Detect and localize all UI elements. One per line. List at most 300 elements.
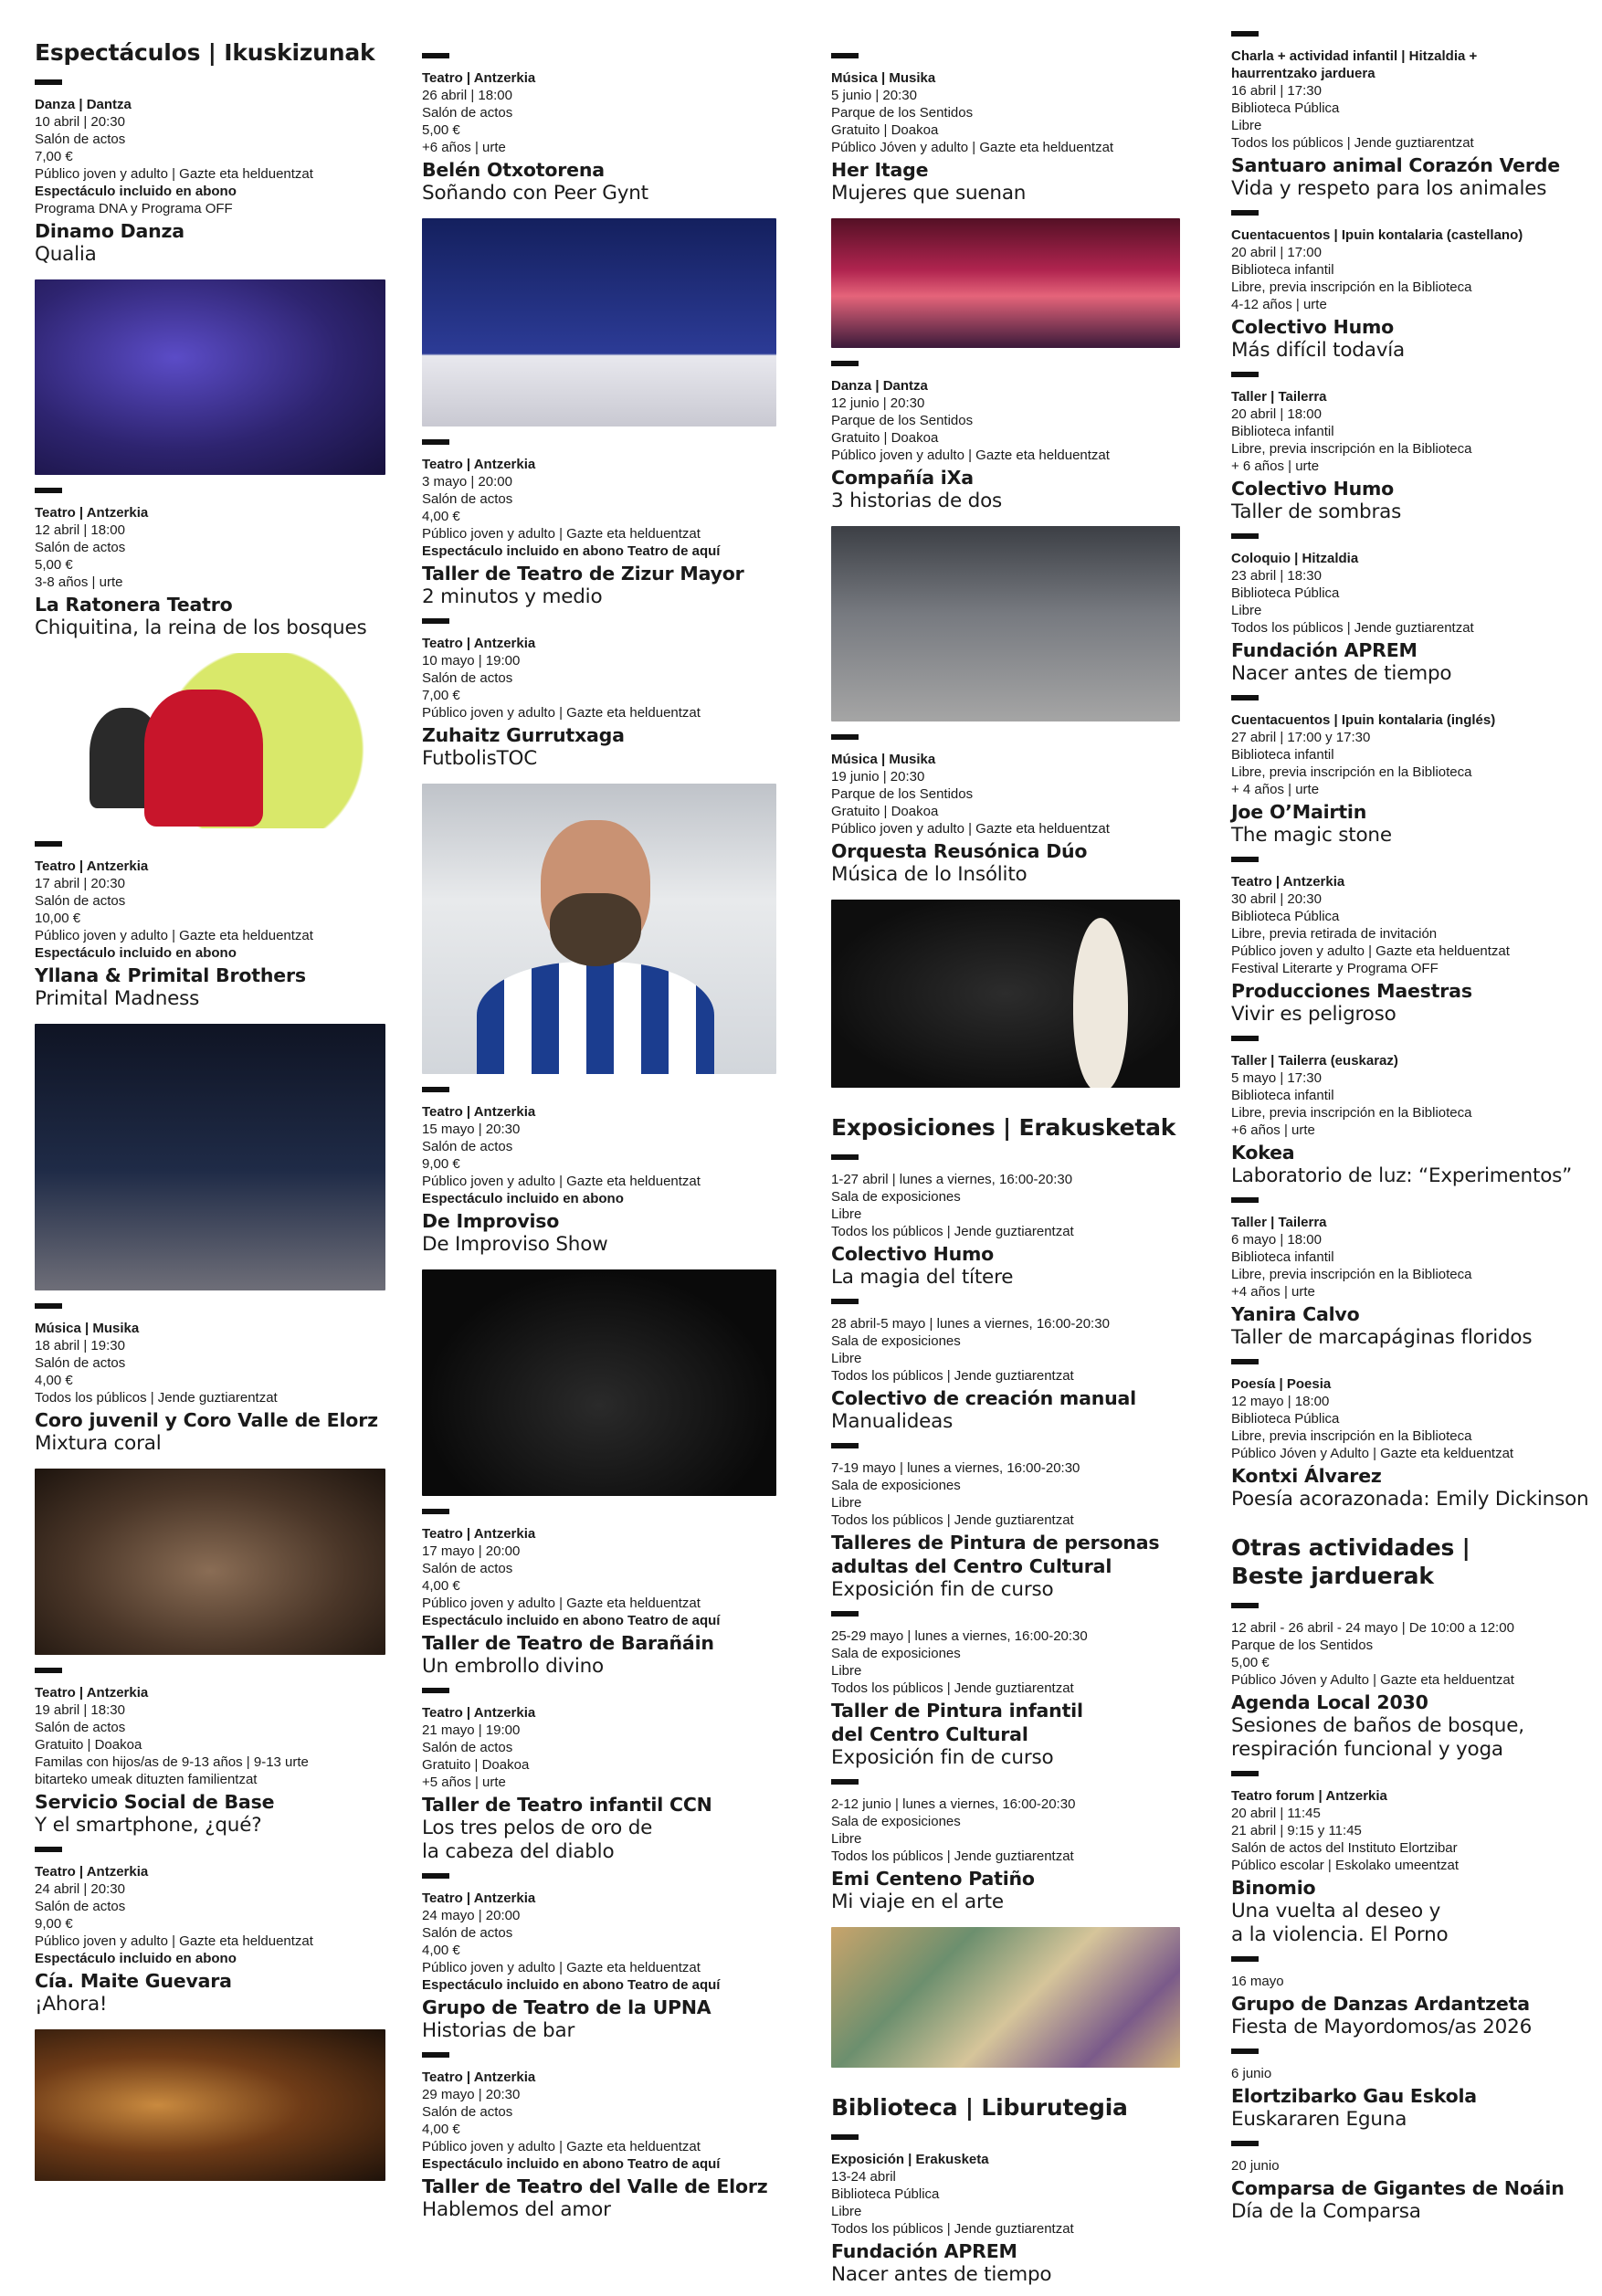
photo-figure — [1073, 918, 1128, 1088]
event-title: Música de lo Insólito — [831, 863, 1028, 886]
event-title: Nacer antes de tiempo — [1231, 662, 1452, 685]
event-detail: Libre, previa inscripción en la Biblioteca — [1231, 279, 1472, 295]
event-item — [422, 1688, 787, 1864]
event-detail: Festival Literarte y Programa OFF — [1231, 961, 1439, 976]
event-detail: Sala de exposiciones — [831, 1646, 961, 1661]
event-organizer: Taller de Teatro del Valle de Elorz — [422, 2175, 768, 2197]
event-detail: 3-8 años | urte — [35, 574, 123, 590]
event-detail: 6 junio — [1231, 2066, 1272, 2081]
event-detail: Biblioteca Pública — [1231, 1411, 1340, 1427]
event-detail: Todos los públicos | Jende guztiarentzat — [1231, 620, 1474, 636]
event-detail: 28 abril-5 mayo | lunes a viernes, 16:00-20:30 — [831, 1316, 1110, 1332]
event-organizer: Grupo de Danzas Ardantzeta — [1231, 1993, 1530, 2015]
event-detail: 21 mayo | 19:00 — [422, 1722, 521, 1738]
event-marker — [1231, 857, 1259, 862]
event-title: Vivir es peligroso — [1231, 1003, 1396, 1026]
event-organizer: Taller de Teatro de Zizur Mayor — [422, 563, 744, 585]
event-title: Los tres pelos de oro de la cabeza del diablo — [422, 1817, 653, 1863]
event-detail: 5,00 € — [422, 122, 460, 138]
event-detail: 3 mayo | 20:00 — [422, 474, 512, 490]
column-1 — [35, 0, 400, 2194]
event-detail: Sala de exposiciones — [831, 1814, 961, 1829]
event-detail: Todos los públicos | Jende guztiarentzat — [831, 1680, 1074, 1696]
event-detail: Salón de actos — [422, 2104, 513, 2120]
event-item — [422, 53, 787, 427]
event-detail: 20 abril | 17:00 — [1231, 245, 1322, 260]
event-detail: 16 mayo — [1231, 1974, 1284, 1989]
event-marker — [422, 2052, 449, 2058]
event-note: Espectáculo incluido en abono — [422, 1191, 624, 1206]
event-program: Programa DNA y Programa OFF — [35, 201, 233, 216]
event-detail: 10 abril | 20:30 — [35, 114, 125, 130]
event-item — [1231, 372, 1597, 524]
event-detail: 4-12 años | urte — [1231, 297, 1327, 312]
event-detail: Salón de actos — [35, 1899, 126, 1914]
event-note: Espectáculo incluido en abono — [35, 184, 237, 199]
event-marker — [1231, 533, 1259, 539]
event-title: FutbolisTOC — [422, 747, 538, 770]
event-detail: Público joven y adulto | Gazte eta helduentzat — [35, 928, 313, 943]
event-detail: Público joven y adulto | Gazte eta helduentzat — [35, 166, 313, 182]
event-title: The magic stone — [1231, 824, 1392, 847]
event-marker — [1231, 31, 1259, 37]
event-item — [1231, 695, 1597, 848]
event-detail: Público joven y adulto | Gazte eta helduentzat — [422, 1596, 701, 1611]
event-detail: 19 junio | 20:30 — [831, 769, 925, 785]
event-detail: Todos los públicos | Jende guztiarentzat — [831, 1224, 1074, 1239]
section-title: Espectáculos | Ikuskizunak — [35, 39, 375, 66]
section-title: Biblioteca | Liburutegia — [831, 2094, 1128, 2121]
event-organizer: Taller de Teatro de Barañáin — [422, 1632, 714, 1654]
event-title: Chiquitina, la reina de los bosques — [35, 616, 367, 639]
event-marker — [35, 1668, 62, 1673]
event-detail: Gratuito | Doakoa — [831, 804, 939, 819]
event-title: ¡Ahora! — [35, 1993, 108, 2016]
event-detail: Biblioteca infantil — [1231, 1249, 1334, 1265]
event-detail: 2-12 junio | lunes a viernes, 16:00-20:30 — [831, 1796, 1076, 1812]
event-marker — [1231, 210, 1259, 216]
column-2 — [422, 0, 787, 2231]
event-detail: 7,00 € — [35, 149, 73, 164]
event-detail: Biblioteca Pública — [1231, 100, 1340, 116]
event-detail: +5 años | urte — [422, 1775, 506, 1790]
event-title: Día de la Comparsa — [1231, 2200, 1421, 2223]
event-title: Mi viaje en el arte — [831, 1891, 1004, 1913]
event-detail: Salón de actos — [422, 491, 513, 507]
event-category: Teatro | Antzerkia — [422, 1104, 536, 1120]
event-detail: Libre, previa inscripción en la Biblioteca — [1231, 764, 1472, 780]
event-detail: Libre — [831, 1663, 862, 1679]
event-detail: 17 abril | 20:30 — [35, 876, 125, 891]
event-detail: 4,00 € — [422, 1943, 460, 1958]
event-organizer: Talleres de Pintura de personas adultas del Centro Cultural — [831, 1532, 1160, 1577]
event-item — [35, 79, 400, 475]
event-title: Poesía acorazonada: Emily Dickinson — [1231, 1488, 1589, 1511]
event-photo — [831, 1927, 1180, 2068]
event-item — [1231, 1036, 1597, 1188]
event-detail: Parque de los Sentidos — [831, 105, 974, 121]
event-detail: 7-19 mayo | lunes a viernes, 16:00-20:30 — [831, 1460, 1080, 1476]
event-organizer: Colectivo Humo — [1231, 478, 1395, 500]
event-marker — [831, 1611, 859, 1617]
event-item — [1231, 857, 1597, 1027]
event-detail: 12 abril | 18:00 — [35, 522, 125, 538]
event-detail: Salón de actos — [422, 670, 513, 686]
event-detail: Biblioteca Pública — [1231, 585, 1340, 601]
event-title: Exposición fin de curso — [831, 1746, 1054, 1769]
event-photo — [831, 218, 1180, 348]
event-organizer: Producciones Maestras — [1231, 980, 1472, 1002]
event-item — [422, 1873, 787, 2043]
event-organizer: Colectivo Humo — [1231, 316, 1395, 338]
event-title: Mixtura coral — [35, 1432, 162, 1455]
event-detail: Libre, previa inscripción en la Biblioteca — [1231, 1105, 1472, 1121]
event-marker — [1231, 1771, 1259, 1776]
event-organizer: Taller de Teatro infantil CCN — [422, 1794, 712, 1816]
event-marker — [831, 1154, 859, 1160]
event-detail: Salón de actos — [422, 1561, 513, 1576]
event-title: Más difícil todavía — [1231, 339, 1406, 362]
event-detail: Libre, previa inscripción en la Biblioteca — [1231, 441, 1472, 457]
event-detail: 6 mayo | 18:00 — [1231, 1232, 1322, 1248]
event-photo — [35, 1024, 385, 1290]
event-organizer: Yllana & Primital Brothers — [35, 964, 306, 986]
event-detail: Gratuito | Doakoa — [831, 122, 939, 138]
event-detail: +6 años | urte — [1231, 1122, 1315, 1138]
event-note: Espectáculo incluido en abono Teatro de aquí — [422, 1977, 721, 1993]
event-title: Primital Madness — [35, 987, 200, 1010]
section-title: Otras actividades | Beste jarduerak — [1231, 1534, 1470, 1589]
event-item — [1231, 1956, 1597, 2039]
event-photo — [422, 218, 776, 427]
event-organizer: Comparsa de Gigantes de Noáin — [1231, 2177, 1565, 2199]
event-item — [35, 1847, 400, 2181]
event-title: Euskararen Eguna — [1231, 2108, 1407, 2131]
event-category: Teatro | Antzerkia — [1231, 874, 1345, 890]
event-marker — [831, 361, 859, 366]
event-detail: 5,00 € — [1231, 1655, 1270, 1670]
event-detail: Libre — [831, 1206, 862, 1222]
section-spacer — [831, 1101, 1196, 1113]
event-detail: Sala de exposiciones — [831, 1333, 961, 1349]
event-detail: 9,00 € — [422, 1156, 460, 1172]
event-detail: Todos los públicos | Jende guztiarentzat — [35, 1390, 278, 1406]
event-detail: 23 abril | 18:30 — [1231, 568, 1322, 584]
event-marker — [35, 841, 62, 847]
event-marker — [1231, 2141, 1259, 2146]
event-detail: Público Jóven y Adulto | Gazte eta helduentzat — [1231, 1672, 1514, 1688]
event-note: Espectáculo incluido en abono — [35, 1951, 237, 1966]
event-organizer: Grupo de Teatro de la UPNA — [422, 1996, 711, 2018]
event-marker — [35, 1847, 62, 1852]
event-detail: Sala de exposiciones — [831, 1189, 961, 1205]
event-title: La magia del títere — [831, 1266, 1014, 1289]
event-category: Teatro | Antzerkia — [422, 1891, 536, 1906]
event-marker — [35, 1303, 62, 1309]
event-detail: Familas con hijos/as de 9-13 años | 9-13 urte — [35, 1754, 309, 1770]
event-organizer: Agenda Local 2030 — [1231, 1691, 1428, 1713]
event-photo — [422, 784, 776, 1074]
event-marker — [831, 734, 859, 740]
section-spacer — [831, 2080, 1196, 2093]
photo-figure — [144, 690, 263, 827]
event-organizer: Elortzibarko Gau Eskola — [1231, 2085, 1477, 2107]
event-title: Vida y respeto para los animales — [1231, 177, 1547, 200]
event-category: Coloquio | Hitzaldia — [1231, 551, 1359, 566]
event-item — [35, 1668, 400, 1838]
event-title: Historias de bar — [422, 2019, 575, 2042]
event-photo — [35, 1469, 385, 1655]
photo-figure — [550, 893, 641, 966]
event-category: Danza | Dantza — [831, 378, 928, 394]
event-organizer: Her Itage — [831, 159, 929, 181]
event-detail: Libre — [1231, 603, 1262, 618]
event-detail: 18 abril | 19:30 — [35, 1338, 125, 1353]
event-organizer: Belén Otxotorena — [422, 159, 605, 181]
event-detail: Gratuito | Doakoa — [831, 430, 939, 446]
event-note: Espectáculo incluido en abono Teatro de aquí — [422, 1613, 721, 1628]
event-detail: Todos los públicos | Jende guztiarentzat — [831, 2221, 1074, 2237]
event-marker — [422, 1688, 449, 1693]
event-category: Música | Musika — [831, 752, 936, 767]
event-item — [1231, 1603, 1597, 1762]
event-marker — [422, 1509, 449, 1514]
event-detail: Biblioteca infantil — [1231, 262, 1334, 278]
event-item — [1231, 533, 1597, 686]
event-detail: Salón de actos — [35, 1355, 126, 1371]
event-organizer: Fundación APREM — [831, 2240, 1017, 2262]
event-detail: Libre, previa retirada de invitación — [1231, 926, 1438, 942]
event-detail: Público joven y adulto | Gazte eta helduentzat — [422, 705, 701, 721]
event-organizer: Coro juvenil y Coro Valle de Elorz — [35, 1409, 378, 1431]
event-category: Teatro | Antzerkia — [35, 1685, 149, 1701]
event-title: Qualia — [35, 243, 97, 266]
event-category: Teatro | Antzerkia — [422, 70, 536, 86]
event-photo — [831, 900, 1180, 1088]
event-detail: Parque de los Sentidos — [831, 413, 974, 428]
event-detail: Biblioteca infantil — [1231, 1088, 1334, 1103]
event-category: Música | Musika — [35, 1321, 140, 1336]
event-marker — [422, 53, 449, 58]
event-detail: Público joven y adulto | Gazte eta helduentzat — [422, 1960, 701, 1975]
event-organizer: Binomio — [1231, 1877, 1316, 1899]
event-title: Mujeres que suenan — [831, 182, 1027, 205]
event-detail: 10 mayo | 19:00 — [422, 653, 521, 669]
event-title: De Improviso Show — [422, 1233, 608, 1256]
event-item — [1231, 2048, 1597, 2132]
event-marker — [1231, 1603, 1259, 1608]
event-category: Exposición | Erakusketa — [831, 2152, 989, 2167]
event-detail: 5,00 € — [35, 557, 73, 573]
event-organizer: Taller de Pintura infantil del Centro Cultural — [831, 1700, 1083, 1745]
event-detail: Público joven y adulto | Gazte eta helduentzat — [35, 1933, 313, 1949]
event-detail: Todos los públicos | Jende guztiarentzat — [831, 1512, 1074, 1528]
event-category: Teatro | Antzerkia — [422, 457, 536, 472]
event-detail: 4,00 € — [422, 1578, 460, 1594]
event-detail: 21 abril | 9:15 y 11:45 — [1231, 1823, 1362, 1838]
event-marker — [1231, 695, 1259, 700]
event-detail: 5 junio | 20:30 — [831, 88, 917, 103]
event-organizer: De Improviso — [422, 1210, 560, 1232]
event-detail: 5 mayo | 17:30 — [1231, 1070, 1322, 1086]
event-item — [35, 841, 400, 1290]
event-detail: Todos los públicos | Jende guztiarentzat — [1231, 135, 1474, 151]
event-detail: 12 abril - 26 abril - 24 mayo | De 10:00 a 12:00 — [1231, 1620, 1514, 1636]
event-detail: Público joven y adulto | Gazte eta helduentzat — [422, 1174, 701, 1189]
event-title: Manualideas — [831, 1410, 954, 1433]
event-detail: Salón de actos — [422, 1740, 513, 1755]
event-marker — [831, 1443, 859, 1448]
event-title: Nacer antes de tiempo — [831, 2263, 1052, 2286]
event-photo — [422, 1269, 776, 1496]
event-detail: Salón de actos — [35, 893, 126, 909]
event-detail: 16 abril | 17:30 — [1231, 83, 1322, 99]
event-detail: +6 años | urte — [422, 140, 506, 155]
event-detail: Todos los públicos | Jende guztiarentzat — [831, 1848, 1074, 1864]
event-note: Espectáculo incluido en abono Teatro de aquí — [422, 543, 721, 559]
event-detail: Salón de actos — [422, 105, 513, 121]
column-4 — [1231, 0, 1597, 2233]
event-item — [422, 2052, 787, 2222]
event-marker — [831, 53, 859, 58]
photo-figure — [477, 962, 714, 1074]
event-organizer: Dinamo Danza — [35, 220, 184, 242]
event-detail: 24 mayo | 20:00 — [422, 1908, 521, 1923]
event-item — [422, 1509, 787, 1679]
event-marker — [422, 439, 449, 445]
event-detail: Libre — [831, 2204, 862, 2219]
event-detail: Salón de actos — [422, 1139, 513, 1154]
event-marker — [1231, 1359, 1259, 1364]
event-detail: 20 abril | 18:00 — [1231, 406, 1322, 422]
event-organizer: Joe O’Mairtin — [1231, 801, 1367, 823]
event-photo — [831, 526, 1180, 721]
event-item — [1231, 31, 1597, 201]
event-marker — [1231, 1036, 1259, 1041]
event-organizer: Colectivo Humo — [831, 1243, 995, 1265]
event-title: Y el smartphone, ¿qué? — [35, 1814, 262, 1837]
event-organizer: Orquesta Reusónica Dúo — [831, 840, 1088, 862]
event-category: Teatro forum | Antzerkia — [1231, 1788, 1387, 1804]
event-detail: Parque de los Sentidos — [1231, 1638, 1374, 1653]
event-detail: Salón de actos del Instituto Elortzibar — [1231, 1840, 1458, 1856]
event-detail: 12 mayo | 18:00 — [1231, 1394, 1330, 1409]
event-detail: 25-29 mayo | lunes a viernes, 16:00-20:30 — [831, 1628, 1088, 1644]
event-detail: Salón de actos — [35, 132, 126, 147]
section-title: Exposiciones | Erakusketak — [831, 1114, 1176, 1141]
event-title: Sesiones de baños de bosque, respiración funcional y yoga — [1231, 1714, 1524, 1761]
event-marker — [422, 1873, 449, 1879]
event-detail: 20 abril | 11:45 — [1231, 1806, 1321, 1821]
event-detail: 27 abril | 17:00 y 17:30 — [1231, 730, 1371, 745]
event-item — [1231, 2141, 1597, 2224]
event-item — [831, 361, 1196, 721]
event-item — [831, 2134, 1196, 2287]
event-organizer: Emi Centeno Patiño — [831, 1868, 1035, 1890]
event-detail: Salón de actos — [422, 1925, 513, 1941]
event-marker — [831, 2134, 859, 2140]
event-detail: 10,00 € — [35, 911, 81, 926]
event-category: Poesía | Poesia — [1231, 1376, 1332, 1392]
event-detail: Público joven y adulto | Gazte eta helduentzat — [831, 448, 1110, 463]
event-organizer: Yanira Calvo — [1231, 1303, 1360, 1325]
event-marker — [35, 488, 62, 493]
event-detail: 4,00 € — [35, 1373, 73, 1388]
event-category: Teatro | Antzerkia — [35, 1864, 149, 1880]
event-marker — [1231, 1197, 1259, 1203]
event-detail: Público joven y adulto | Gazte eta helduentzat — [1231, 943, 1510, 959]
event-item — [831, 1611, 1196, 1770]
event-title: Soñando con Peer Gynt — [422, 182, 648, 205]
event-detail: 7,00 € — [422, 688, 460, 703]
event-detail: Todos los públicos | Jende guztiarentzat — [831, 1368, 1074, 1384]
event-title: 3 historias de dos — [831, 490, 1003, 512]
event-item — [35, 488, 400, 828]
event-detail: Salón de actos — [35, 540, 126, 555]
event-detail: Libre, previa inscripción en la Biblioteca — [1231, 1267, 1472, 1282]
event-item — [831, 1154, 1196, 1290]
event-detail: 29 mayo | 20:30 — [422, 2087, 521, 2102]
event-detail: Biblioteca Pública — [831, 2186, 940, 2202]
event-detail: 12 junio | 20:30 — [831, 395, 925, 411]
event-item — [422, 439, 787, 609]
event-photo — [35, 279, 385, 475]
event-item — [1231, 1771, 1597, 1947]
event-detail: Público joven y adulto | Gazte eta helduentzat — [831, 821, 1110, 837]
event-detail: Sala de exposiciones — [831, 1478, 961, 1493]
event-title: Una vuelta al deseo y a la violencia. El Porno — [1231, 1900, 1449, 1946]
event-detail: 20 junio — [1231, 2158, 1280, 2174]
event-organizer: Colectivo de creación manual — [831, 1387, 1136, 1409]
event-detail: +4 años | urte — [1231, 1284, 1315, 1300]
event-category: Cuentacuentos | Ipuin kontalaria (inglés) — [1231, 712, 1496, 728]
event-detail: 17 mayo | 20:00 — [422, 1543, 521, 1559]
event-detail: Parque de los Sentidos — [831, 786, 974, 802]
event-category: Cuentacuentos | Ipuin kontalaria (castellano) — [1231, 227, 1523, 243]
event-category: Teatro | Antzerkia — [35, 505, 149, 521]
event-title: Exposición fin de curso — [831, 1578, 1054, 1601]
event-title: Laboratorio de luz: “Experimentos” — [1231, 1164, 1573, 1187]
event-detail: 4,00 € — [422, 509, 460, 524]
event-detail: Gratuito | Doakoa — [35, 1737, 142, 1753]
event-category: Charla + actividad infantil | Hitzaldia + haurrentzako jarduera — [1231, 48, 1478, 81]
event-category: Música | Musika — [831, 70, 936, 86]
section-spacer — [1231, 1521, 1597, 1533]
event-marker — [1231, 1956, 1259, 1962]
event-detail: Salón de actos — [35, 1720, 126, 1735]
event-organizer: Compañía iXa — [831, 467, 974, 489]
event-category: Danza | Dantza — [35, 97, 132, 112]
event-category: Teatro | Antzerkia — [422, 2070, 536, 2085]
event-category: Teatro | Antzerkia — [35, 858, 149, 874]
event-detail: 15 mayo | 20:30 — [422, 1122, 521, 1137]
event-organizer: Cía. Maite Guevara — [35, 1970, 232, 1992]
event-detail: Libre — [831, 1495, 862, 1511]
event-detail: Libre — [1231, 118, 1262, 133]
event-organizer: Fundación APREM — [1231, 639, 1418, 661]
event-organizer: Servicio Social de Base — [35, 1791, 275, 1813]
event-marker — [35, 79, 62, 85]
event-item — [1231, 210, 1597, 363]
event-marker — [1231, 372, 1259, 377]
event-detail: 30 abril | 20:30 — [1231, 891, 1322, 907]
event-item — [831, 1443, 1196, 1602]
event-marker — [422, 1087, 449, 1092]
event-item — [831, 1299, 1196, 1434]
event-title: Taller de sombras — [1231, 500, 1402, 523]
event-detail: 9,00 € — [35, 1916, 73, 1932]
event-marker — [831, 1299, 859, 1304]
